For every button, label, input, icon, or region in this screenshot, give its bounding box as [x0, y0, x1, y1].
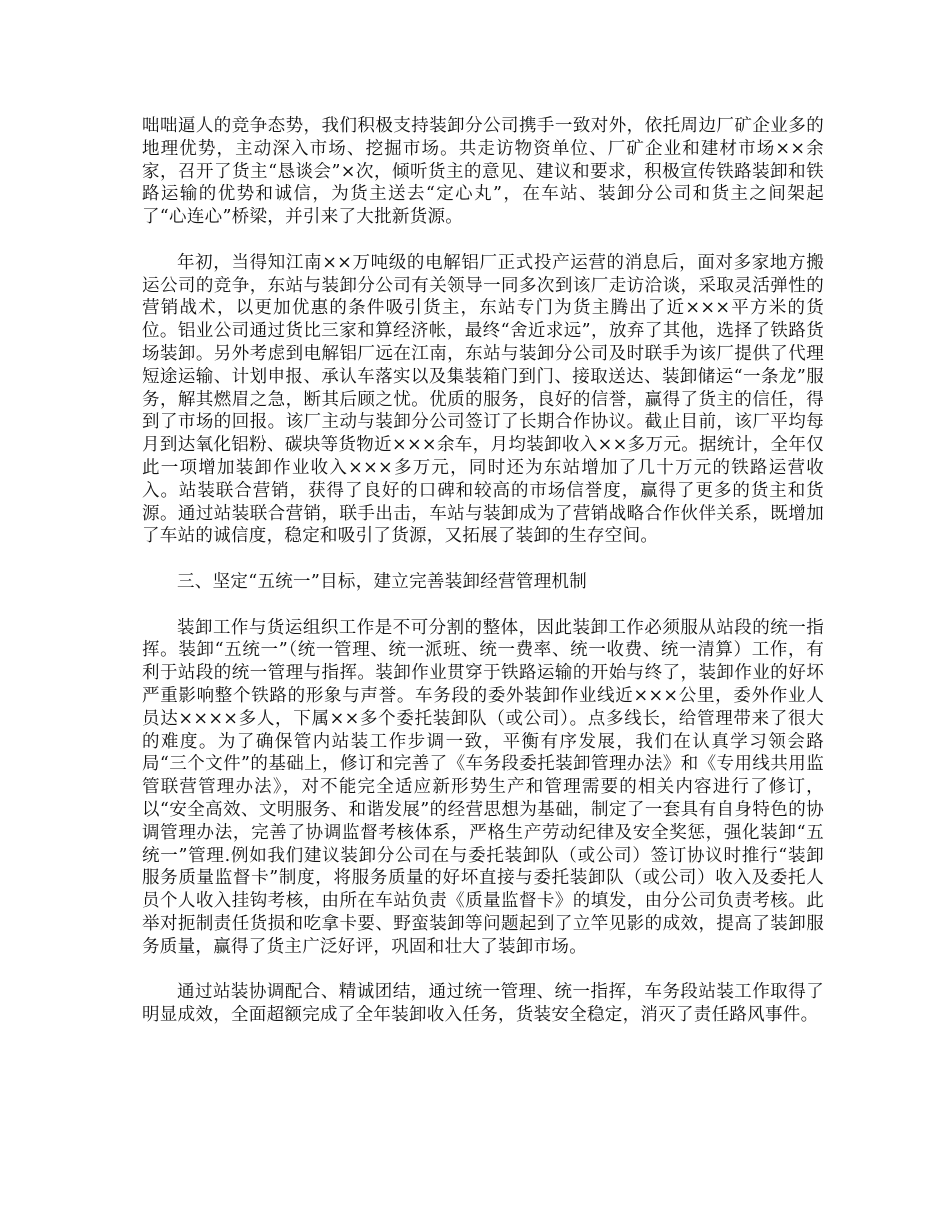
document-body [142, 115, 824, 1050]
paragraph-conclusion: 通过站装协调配合、精诚团结，通过统一管理、统一指挥，车务段站装工作取得了明显成效，全面超额完成了全年装卸收入任务，货装安全稳定，消灭了责任路风事件。 [142, 982, 824, 1026]
paragraph-aluminum-plant: 年初，当得知江南××万吨级的电解铝厂正式投产运营的消息后，面对多家地方搬运公司的竞争，东站与装卸分公司有关领导一同多次到该厂走访洽谈，采取灵活弹性的营销战术，以更加优惠的条件吸引货主，东站专门为货主腾出了近×××平方米的货位。铝业公司通过货比三家和算经济帐，最终“舍近求远”，放弃了其他，选择了铁路货场装卸。另外考虑到电解铝厂远在江南，东站与装卸分公司及时联手为该厂提供了代理短途运输、计划申报、承认车落实以及集装箱门到门、接取送达、装卸储运“一条龙”服务，解其燃眉之急，断其后顾之忧。优质的服务，良好的信誉，赢得了货主的信任，得到了市场的回报。该厂主动与装卸分公司签订了长期合作协议。截止目前，该厂平均每月到达氧化铝粉、碳块等货物近×××余车，月均装卸收入××多万元。据统计，全年仅此一项增加装卸作业收入×××多万元，同时还为东站增加了几十万元的铁路运营收入。站装联合营销，获得了良好的口碑和较高的市场信誉度，赢得了更多的货主和货源。通过站装联合营销，联手出击，车站与装卸成为了营销战略合作伙伴关系，既增加了车站的诚信度，稳定和吸引了货源，又拓展了装卸的生存空间。 [142, 252, 824, 547]
section-heading-three: 三、坚定“五统一”目标，建立完善装卸经营管理机制 [177, 571, 588, 592]
paragraph-continuation: 咄咄逼人的竞争态势，我们积极支持装卸分公司携手一致对外，依托周边厂矿企业多的地理优势，主动深入市场、挖掘市场。共走访物资单位、厂矿企业和建材市场××余家，召开了货主“恳谈会”×次，倾听货主的意见、建议和要求，积极宣传铁路装卸和铁路运输的优势和诚信，为货主送去“定心丸”，在车站、装卸分公司和货主之间架起了“心连心”桥梁，并引来了大批新货源。 [142, 116, 824, 228]
paragraph-five-unifications: 装卸工作与货运组织工作是不可分割的整体，因此装卸工作必须服从站段的统一指挥。装卸“五统一”（统一管理、统一派班、统一费率、统一收费、统一清算）工作，有利于站段的统一管理与指挥。装卸作业贯穿于铁路运输的开始与终了，装卸作业的好坏严重影响整个铁路的形象与声誉。车务段的委外装卸作业线近×××公里，委外作业人员达××××多人，下属××多个委托装卸队（或公司）。点多线长，给管理带来了很大的难度。为了确保管内站装工作步调一致，平衡有序发展，我们在认真学习领会路局“三个文件”的基础上，修订和完善了《车务段委托装卸管理办法》和《专用线共用监管联营管理办法》，对不能完全适应新形势生产和管理需要的相关内容进行了修订，以“安全高效、文明服务、和谐发展”的经营思想为基础，制定了一套具有自身特色的协调管理办法，完善了协调监督考核体系，严格生产劳动纪律及安全奖惩，强化装卸“五统一”管理.例如我们建议装卸分公司在与委托装卸队（或公司）签订协议时推行“装卸服务质量监督卡”制度，将服务质量的好坏直接与委托装卸队（或公司）收入及委托人员个人收入挂钩考核，由所在车站负责《质量监督卡》的填发，由分公司负责考核。此举对扼制责任货损和吃拿卡要、野蛮装卸等问题起到了立竿见影的成效，提高了装卸服务质量，赢得了货主广泛好评，巩固和壮大了装卸市场。 [142, 617, 824, 957]
